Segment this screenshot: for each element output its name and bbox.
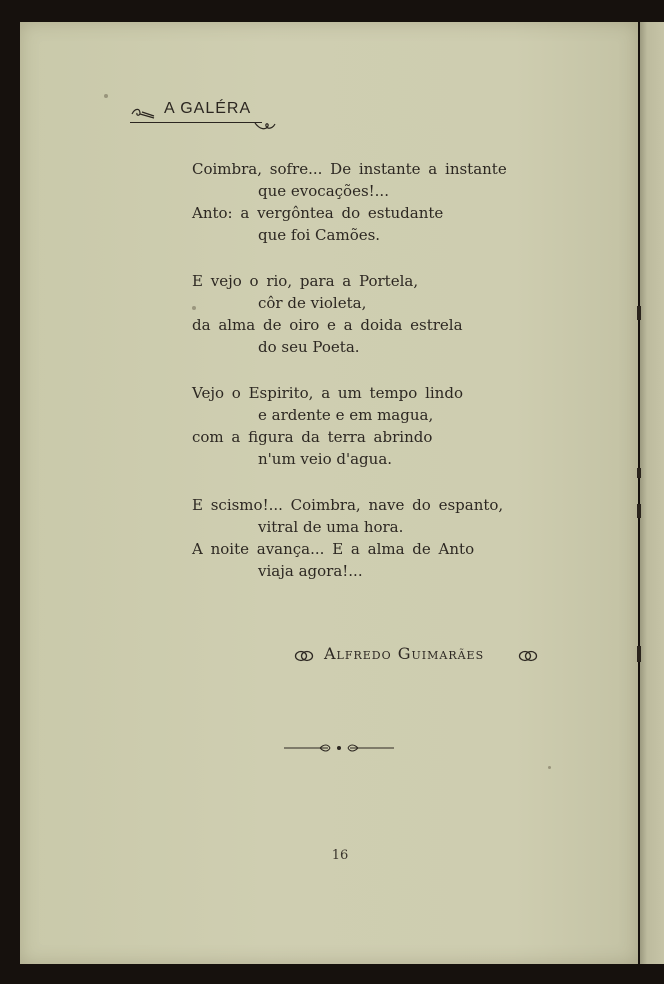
poem-line: Anto: a vergôntea do estudante [192,204,444,222]
section-title: A GALÉRA [164,100,252,117]
poem-body [192,158,532,606]
adjacent-page-edge [640,22,664,964]
poem-line: da alma de oiro e a doida estrela [192,316,463,334]
poem-line: do seu Poeta. [258,338,360,356]
author-signature [294,644,544,668]
edge-mark [637,504,641,518]
paper-speck [104,94,108,98]
stanza [192,158,532,246]
fleuron-ornament-icon [130,106,156,120]
poem-line: Coimbra, sofre... De instante a instante [192,160,507,178]
stanza [192,382,532,470]
end-flourish-divider-icon [284,742,394,754]
poem-line: viaja agora!... [258,562,363,580]
edge-mark [637,306,641,320]
page-number: 16 [331,848,349,863]
poem-line: n'um veio d'agua. [258,450,393,468]
poem-line: E scismo!... Coimbra, nave do espanto, [192,496,504,514]
poem-line: Vejo o Espirito, a um tempo lindo [192,384,463,402]
double-ring-ornament-icon [294,650,314,662]
poem-line: e ardente e em magua, [258,406,434,424]
paper-speck [548,766,551,769]
poem-line: E vejo o rio, para a Portela, [192,272,419,290]
edge-mark [637,468,641,478]
double-ring-ornament-icon [518,650,538,662]
poem-line: que foi Camões. [258,226,381,244]
poem-line: côr de violeta, [258,294,367,312]
poem-line: vitral de uma hora. [258,518,404,536]
stanza [192,494,532,582]
author-name: Alfredo Guimarães [324,644,485,663]
running-header [130,100,280,134]
edge-mark [637,646,641,662]
header-rule [130,122,262,123]
flourish-ornament-icon [254,120,276,132]
poem-line: que evocações!... [258,182,389,200]
poem-line: A noite avança... E a alma de Anto [192,540,475,558]
stanza [192,270,532,358]
book-page [20,22,638,964]
poem-line: com a figura da terra abrindo [192,428,433,446]
